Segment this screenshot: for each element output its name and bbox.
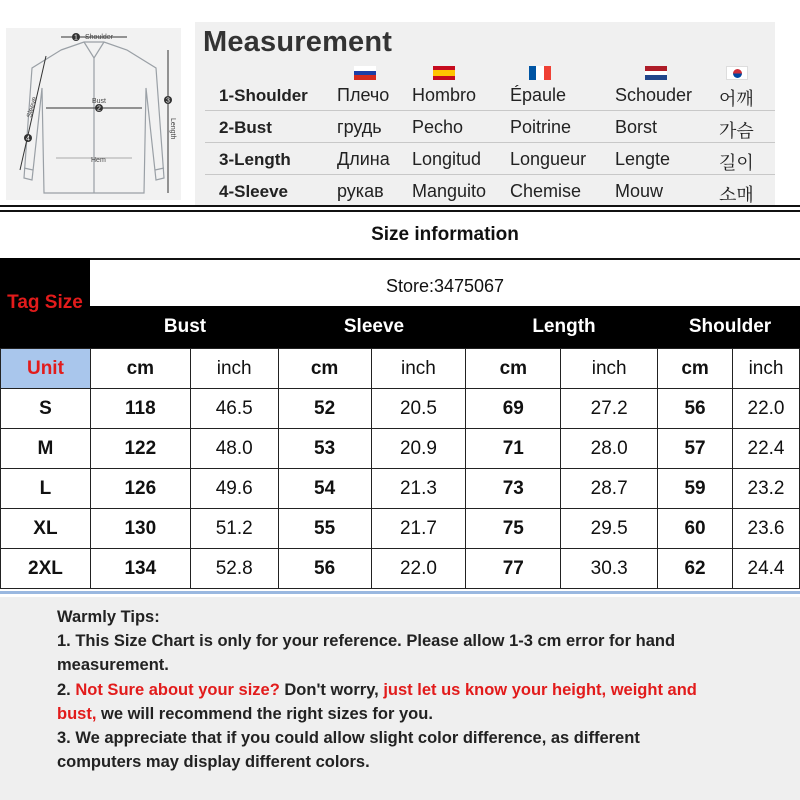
unit-label: Unit [1, 349, 91, 389]
size-label: XL [1, 509, 91, 549]
measurement-row-sleeve: 4-Sleeve рукав Manguito Chemise Mouw 소매 [219, 181, 754, 205]
netherlands-flag-icon [645, 66, 667, 80]
size-label: 2XL [1, 549, 91, 589]
table-row: S 118 46.5 52 20.5 69 27.2 56 22.0 [1, 389, 800, 429]
svg-text:2: 2 [97, 105, 101, 113]
svg-text:1: 1 [74, 34, 78, 42]
divider-top [0, 205, 800, 207]
tip-1-line-2: measurement. [57, 656, 169, 675]
korea-flag-icon [726, 66, 748, 80]
size-table [0, 348, 800, 589]
measurement-row-length: 3-Length Длина Longitud Longueur Lengte 길이 [205, 143, 775, 175]
table-row: M 122 48.0 53 20.9 71 28.0 57 22.4 [1, 429, 800, 469]
size-label: M [1, 429, 91, 469]
warmly-tips [0, 597, 800, 800]
hem-label: Hem [91, 157, 106, 164]
measurement-section [0, 0, 800, 205]
divider-blue [0, 591, 800, 594]
shirt-diagram [6, 28, 181, 200]
shoulder-label: Shoulder [85, 34, 114, 41]
spain-flag-icon [433, 66, 455, 80]
measurement-row-shoulder: 1-Shoulder Плечо Hombro Épaule Schouder 어깨 [205, 79, 775, 111]
measurement-translation-panel [195, 22, 775, 205]
svg-text:4: 4 [26, 135, 30, 143]
svg-text:3: 3 [166, 97, 170, 105]
header-sleeve: Sleeve [343, 316, 405, 337]
header-length: Length [532, 316, 596, 337]
tip-2-line-1: 2. Not Sure about your size? Don't worry, just let us know your height, weight and [57, 680, 697, 699]
header-bust: Bust [163, 316, 207, 337]
tip-1-line-1: 1. This Size Chart is only for your reference. Please allow 1-3 cm error for hand [57, 632, 676, 651]
size-label: L [1, 469, 91, 509]
tips-heading: Warmly Tips: [57, 608, 160, 626]
unit-row: Unit cm inch cm inch cm inch cm inch [1, 349, 800, 389]
divider-top-2 [0, 210, 800, 212]
table-row: L 126 49.6 54 21.3 73 28.7 59 23.2 [1, 469, 800, 509]
measurement-title: Measurement [203, 26, 393, 58]
length-label: Length [169, 118, 176, 140]
size-info-title: Size information [371, 224, 519, 245]
france-flag-icon [529, 66, 551, 80]
store-id: Store:3475067 [90, 258, 800, 306]
size-column-headers [90, 306, 800, 348]
bust-label: Bust [92, 98, 107, 105]
measurement-row-bust: 2-Bust грудь Pecho Poitrine Borst 가슴 [205, 111, 775, 143]
tip-3-line-2: computers may display different colors. [57, 753, 370, 772]
size-label: S [1, 389, 91, 429]
table-row: XL 130 51.2 55 21.7 75 29.5 60 23.6 [1, 509, 800, 549]
header-shoulder: Shoulder [688, 316, 772, 337]
table-row: 2XL 134 52.8 56 22.0 77 30.3 62 24.4 [1, 549, 800, 589]
tip-2-line-2: bust, we will recommend the right sizes for you. [57, 704, 433, 723]
tag-size-cell: Tag Size [0, 258, 90, 348]
tip-3-line-1: 3. We appreciate that if you could allow slight color difference, as different [57, 729, 640, 748]
russia-flag-icon [354, 66, 376, 80]
sleeve-label: Sleeve [26, 96, 39, 119]
shirt-sketch-icon [6, 28, 181, 200]
